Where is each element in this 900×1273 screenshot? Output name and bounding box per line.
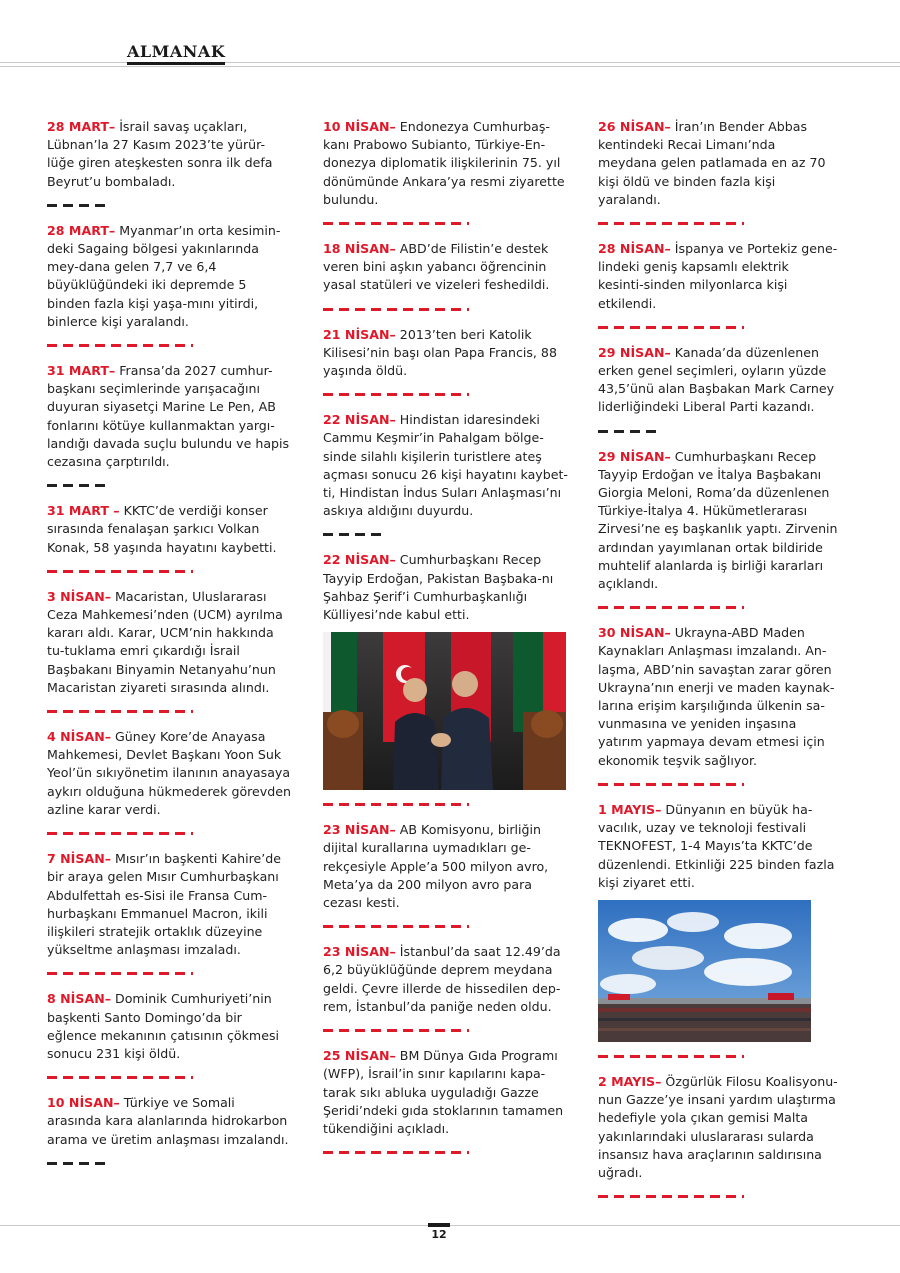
page-number-marker <box>428 1223 450 1227</box>
separator <box>598 222 744 225</box>
entry-text: Endonezya Cumhurbaş-kanı Prabowo Subianto, Türkiye-En-donezya diplomatik ilişkilerinin 75. yıl dönümünde Ankara’ya resmi ziyarette bulundu. <box>323 119 565 207</box>
chronology-entry <box>47 1094 292 1149</box>
chronology-entry <box>598 801 838 892</box>
separator <box>323 925 469 928</box>
handshake <box>431 733 451 747</box>
entry-text: Özgürlük Filosu Koalisyonu-nun Gazze’ye insani yardım ulaştırma hedefiyle yola çıkan gemisi Malta yakınlarındaki uluslararası sularda insansız hava araçlarının saldırısına uğradı. <box>598 1073 838 1180</box>
chronology-entry <box>47 588 292 697</box>
entry-date: 23 NİSAN– <box>323 944 396 960</box>
entry-text: 2013’ten beri Katolik Kilisesi’nin başı olan Papa Francis, 88 yaşında öldü. <box>323 326 557 379</box>
person-head <box>452 671 478 697</box>
entry-date: 28 MART– <box>47 119 116 134</box>
chronology-entry <box>598 624 838 770</box>
separator <box>47 1076 193 1079</box>
column-3 <box>598 118 838 1213</box>
separator <box>47 344 193 347</box>
chronology-entry <box>598 240 838 313</box>
separator <box>598 783 744 786</box>
person-suit <box>393 713 439 790</box>
separator <box>323 533 381 536</box>
entry-date: 18 NİSAN– <box>323 241 396 257</box>
news-photo <box>323 632 566 790</box>
entry-text: Güney Kore’de Anayasa Mahkemesi, Devlet Başkanı Yoon Suk Yeol’ün sıkıyönetim ilanının anayasaya aykırı olduğuna hükmederek görevden azline karar verdi. <box>47 729 291 817</box>
column-1 <box>47 118 292 1180</box>
entry-date: 28 NİSAN– <box>598 241 671 257</box>
entry-date: 28 MART– <box>47 222 116 238</box>
news-photo <box>598 900 811 1042</box>
entry-text: Cumhurbaşkanı Recep Tayyip Erdoğan, Pakistan Başbaka-nı Şahbaz Şerif’i Cumhurbaşkanlığı Külliyesi’nde kabul etti. <box>323 552 554 623</box>
separator <box>323 308 469 311</box>
entry-text: Macaristan, Uluslararası Ceza Mahkemesi’nden (UCM) ayrılma kararı aldı. Karar, UCM’nin hakkında tu-tuklama emri çıkardığı İsrail Başbakanı Binyamin Netanyahu’nun Macaristan ziyareti sırasında alındı. <box>47 588 283 695</box>
entry-text: Fransa’da 2027 cumhur-başkanı seçimlerinde yarışacağını duyuran siyasetçi Marine Le Pen, AB fonlarını kötüye kullanmaktan yargı-landığı davada suçlu bulundu ve hapis cezasına çarptırıldı. <box>47 363 290 470</box>
entry-date: 25 NİSAN– <box>323 1048 396 1064</box>
entry-text: Dominik Cumhuriyeti’nin başkenti Santo Domingo’da bir eğlence mekanının çatısının çökmesi sonucu 231 kişi öldü. <box>47 991 280 1061</box>
entry-date: 10 NİSAN– <box>47 1095 120 1111</box>
entry-date: 4 NİSAN– <box>47 729 112 745</box>
entry-text: İspanya ve Portekiz gene-lindeki geniş kapsamlı elektrik kesinti-sinden milyonlarca kişi etkilendi. <box>598 241 838 311</box>
chronology-entry <box>47 362 292 471</box>
entry-text: Kanada’da düzenlenen erken genel seçimleri, oyların yüzde 43,5’ünü alan Başbakan Mark Carney liderliğindeki Liberal Parti kazandı. <box>598 344 835 415</box>
separator <box>323 393 469 396</box>
separator <box>323 1151 469 1154</box>
entry-date: 3 NİSAN– <box>47 588 112 604</box>
separator <box>598 430 656 433</box>
chronology-entry <box>598 1073 838 1182</box>
entry-date: 29 NİSAN– <box>598 448 671 464</box>
chronology-entry <box>323 1047 568 1138</box>
separator <box>598 606 744 609</box>
page-number: 12 <box>431 1228 447 1241</box>
chronology-entry <box>323 411 568 520</box>
entry-date: 2 MAYIS– <box>598 1073 662 1089</box>
entry-date: 23 NİSAN– <box>323 822 396 838</box>
chronology-entry <box>598 118 838 209</box>
entry-date: 22 NİSAN– <box>323 412 396 428</box>
entry-date: 26 NİSAN– <box>598 119 671 134</box>
entry-text: Dünyanın en büyük ha-vacılık, uzay ve teknoloji festivali TEKNOFEST, 1-4 Mayıs’ta KKTC’de düzenlendi. Etkinliği 225 binden fazla kişi ziyaret etti. <box>598 801 835 890</box>
chronology-entry <box>323 551 568 624</box>
entry-date: 7 NİSAN– <box>47 851 112 867</box>
separator <box>598 1055 744 1058</box>
separator <box>323 1029 469 1032</box>
separator <box>47 1162 105 1165</box>
chronology-entry <box>323 240 568 295</box>
entry-text: Türkiye ve Somali arasında kara alanlarında hidrokarbon arama ve üretim anlaşması imzalandı. <box>47 1095 289 1147</box>
separator <box>47 710 193 713</box>
entry-date: 29 NİSAN– <box>598 344 671 360</box>
chronology-entry <box>47 850 292 959</box>
chronology-entry <box>47 222 292 331</box>
entry-text: Mısır’ın başkenti Kahire’de bir araya gelen Mısır Cumhurbaşkanı Abdulfettah es-Sisi ile Fransa Cum-hurbaşkanı Emmanuel Macron, ikili ilişkileri stratejik ortaklık düzeyine yükseltme anlaşması imzaladı. <box>47 851 282 958</box>
entry-text: ABD’de Filistin’e destek veren bini aşkın yabancı öğrencinin yasal statüleri ve vizeleri feshedildi. <box>323 241 550 293</box>
entry-text: AB Komisyonu, birliğin dijital kurallarına uymadıkları ge-rekçesiyle Apple’a 500 milyon avro, Meta’ya da 200 milyon avro para cezası kesti. <box>323 822 549 911</box>
festival-crowd-photo <box>598 900 811 1042</box>
person-head <box>403 678 427 702</box>
separator <box>47 484 105 487</box>
entry-date: 21 NİSAN– <box>323 326 396 342</box>
header-rule <box>0 66 900 67</box>
entry-text: Hindistan idaresindeki Cammu Keşmir’in Pahalgam bölge-sinde silahlı kişilerin turistlere ateş açması sonucu 26 kişi hayatını kaybet-ti, Hindistan İndus Suları Anlaşması’nı askıya aldığını duyurdu. <box>323 412 568 519</box>
chronology-entry <box>323 943 568 1016</box>
entry-date: 30 NİSAN– <box>598 625 671 641</box>
entry-text: İran’ın Bender Abbas kentindeki Recai Limanı’nda meydana gelen patlamada en az 70 kişi öldü ve binden fazla kişi yaralandı. <box>598 119 826 207</box>
entry-text: İsrail savaş uçakları, Lübnan’la 27 Kasım 2023’te yürür-lüğe giren ateşkesten sonra ilk defa Beyrut’u bombaladı. <box>47 119 273 189</box>
separator <box>598 326 744 329</box>
entry-date: 8 NİSAN– <box>47 991 112 1007</box>
column-2 <box>323 118 568 1169</box>
entry-date: 1 MAYIS– <box>598 801 662 817</box>
section-title: ALMANAK <box>127 44 225 65</box>
separator <box>323 222 469 225</box>
chronology-entry <box>47 990 292 1063</box>
entry-date: 10 NİSAN– <box>323 119 396 134</box>
entry-text: KKTC’de verdiği konser sırasında fenalaşan şarkıcı Volkan Konak, 58 yaşında hayatını kaybetti. <box>47 503 277 555</box>
entry-text: Myanmar’ın orta kesimin-deki Sagaing bölgesi yakınlarında mey-dana gelen 7,7 ve 6,4 büyüklüğündeki iki depremde 5 binden fazla kişi yaşa-mını yitirdi, binlerce kişi yaralandı. <box>47 222 281 329</box>
separator <box>47 832 193 835</box>
chronology-entry <box>323 326 568 381</box>
entry-date: 31 MART– <box>47 363 116 379</box>
entry-text: BM Dünya Gıda Programı (WFP), İsrail’in sınır kapılarını kapa-tarak sıkı abluka uyguladığı Gazze Şeridi’ndeki gıda stoklarının tamamen tükendiğini açıkladı. <box>323 1048 564 1136</box>
chronology-entry <box>47 502 292 557</box>
entry-date: 22 NİSAN– <box>323 552 396 568</box>
chronology-entry <box>598 344 838 417</box>
chronology-entry <box>323 821 568 912</box>
separator <box>47 570 193 573</box>
chronology-entry <box>47 728 292 819</box>
person-suit <box>441 708 493 790</box>
separator <box>47 204 105 207</box>
chronology-entry <box>47 118 292 191</box>
footer-rule <box>0 1225 900 1226</box>
entry-date: 31 MART – <box>47 503 120 519</box>
leaders-handshake-photo <box>323 632 566 790</box>
chronology-entry <box>323 118 568 209</box>
chronology-entry <box>598 448 838 594</box>
entry-text: Cumhurbaşkanı Recep Tayyip Erdoğan ve İtalya Başbakanı Giorgia Meloni, Roma’da düzenlenen Türkiye-İtalya 4. Hükümetlerarası Zirvesi’ne eş başkanlık yaptı. Zirvenin ardından yayımlanan ortak bildiride muhtelif alanlarda iş birliği kararları açıklandı. <box>598 448 838 592</box>
entry-text: Ukrayna-ABD Maden Kaynakları Anlaşması imzalandı. An-laşma, ABD’nin savaştan zarar gören Ukrayna’nın enerji ve maden kaynak-larına erişim karşılığında ülkenin sa-vunmasına ve yeniden inşasına yatırım yapmaya devam etmesi için ekonomik teşvik sağlıyor. <box>598 625 835 768</box>
separator <box>598 1195 744 1198</box>
separator <box>323 803 469 806</box>
separator <box>47 972 193 975</box>
entry-text: İstanbul’da saat 12.49’da 6,2 büyüklüğünde deprem meydana geldi. Çevre illerde de hissedilen dep-rem, İstanbul’da paniğe neden oldu. <box>323 944 561 1014</box>
